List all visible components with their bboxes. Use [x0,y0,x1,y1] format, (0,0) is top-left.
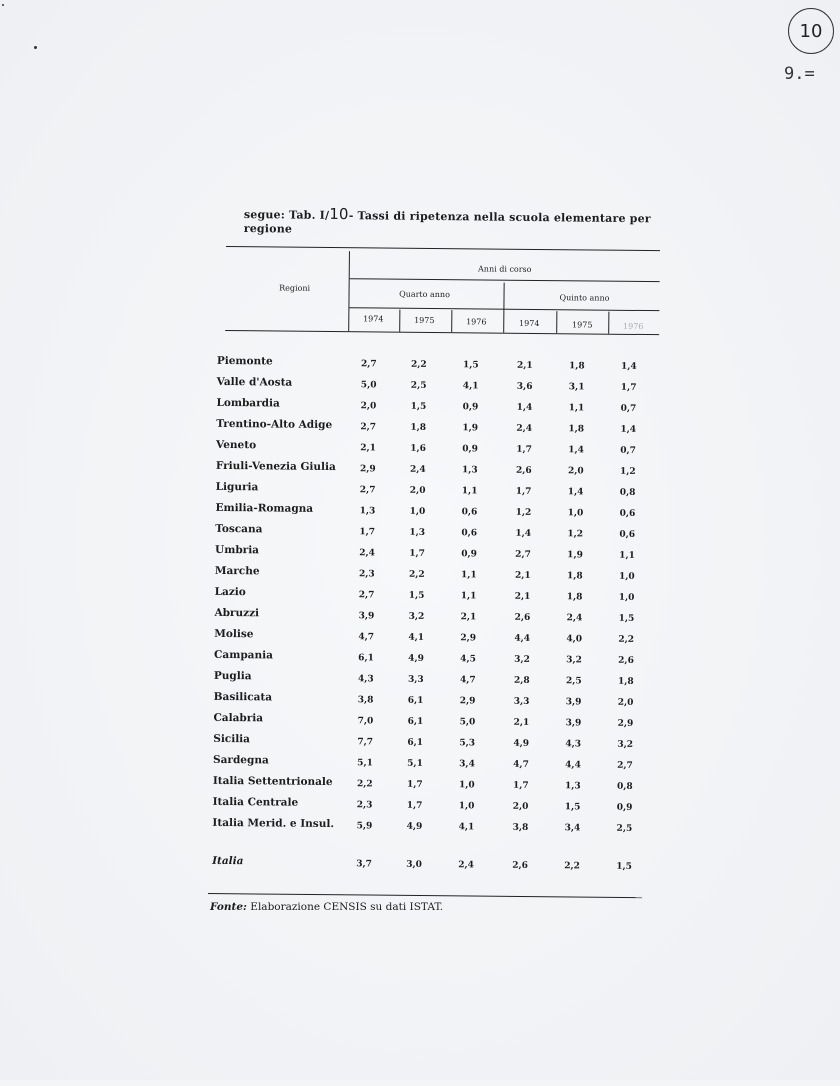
table-cell: 0,8 [619,487,636,498]
row-label: Umbria [215,543,260,557]
table-cell: 1,2 [619,466,636,477]
header-bottom-rule [225,330,659,335]
table-cell: 0,6 [619,508,636,519]
table-cell: 0,7 [620,403,637,414]
table-cell: 2,1 [514,591,531,602]
row-label: Trentino-Alto Adige [216,417,333,432]
table-cell: 4,7 [459,675,476,686]
table-cell: 1,5 [564,802,581,813]
table-cell: 1,0 [618,571,635,582]
table-cell: 1,8 [566,571,583,582]
row-label: Liguria [215,480,259,494]
row-label: Marche [214,564,260,578]
row-label: Italia Merid. e Insul. [212,816,335,831]
row-label: Piemonte [216,354,273,368]
table-cell: 2,0 [409,485,426,496]
table-cell: 1,7 [516,444,532,455]
table-cell: 0,7 [620,445,636,456]
table-cell: 5,0 [459,717,476,728]
table-cell: 2,5 [410,380,427,391]
table-cell: 1,0 [618,592,635,603]
row-label: Basilicata [213,690,273,704]
row-label: Toscana [215,522,263,536]
table-cell: 4,1 [408,632,425,643]
row-label: Abruzzi [214,606,260,620]
table-cell: 1,0 [458,801,475,812]
table-cell: 2,0 [617,697,634,708]
table-cell: 1,8 [566,592,583,603]
table-cell: 3,2 [514,654,530,665]
table-cell: 0,9 [616,802,633,813]
header-regions: Regioni [279,283,311,293]
table-cell: 7,7 [357,737,374,748]
table-cell: 2,6 [618,655,634,666]
year-divider [451,310,452,332]
row-label: Sardegna [213,753,269,767]
row-label: Lombardia [216,396,280,410]
table-cell: 2,2 [564,861,580,872]
title-prefix: segue: Tab. I/ [243,207,330,222]
table-cell: 1,5 [462,360,479,371]
table-cell: 2,2 [356,779,373,790]
table-cell: 2,7 [515,549,531,560]
table-cell: 2,7 [360,422,377,433]
table-cell: 4,0 [566,634,583,645]
table-cell: 2,3 [356,800,373,811]
table-cell: 5,1 [357,758,373,769]
table-cell: 3,1 [568,382,585,393]
table-cell: 2,8 [513,675,530,686]
row-label: Sicilia [213,732,251,746]
table-cell: 1,2 [567,529,584,540]
table-cell: 2,6 [514,612,531,623]
row-label: Calabria [213,711,264,725]
table-cell: 1,7 [620,382,637,393]
row-label: Molise [214,627,254,641]
row-label: Friuli-Venezia Giulia [215,459,336,474]
table-cell: 4,9 [513,738,530,749]
table-cell: 3,3 [407,674,424,685]
table-cell: 2,6 [512,860,528,871]
page-mark: 9.= [784,64,815,84]
table-cell: 1,1 [461,486,478,497]
page-number: 10 [799,20,823,42]
table-top-rule [226,246,660,251]
table-cell: 2,0 [360,401,377,412]
table-cell: 4,5 [460,654,476,665]
table-cell: 5,3 [459,738,476,749]
table-cell: 4,3 [565,739,582,750]
table-cell: 1,9 [462,423,479,434]
table-cell: 1,1 [619,550,635,561]
table-cell: 4,1 [462,381,479,392]
table-cell: 1,3 [359,506,376,517]
table-cell: 2,3 [358,569,375,580]
table-cell: 2,1 [514,570,531,581]
table-cell: 1,7 [406,800,423,811]
table-cell: 2,7 [360,359,377,370]
table-cell: 1,7 [409,548,425,559]
row-label: Puglia [213,669,252,683]
table-cell: 0,6 [619,529,636,540]
table-cell: 2,2 [408,569,425,580]
table-cell: 1,4 [620,361,637,372]
header-group-quinto: Quinto anno [559,293,610,303]
table-cell: 3,0 [406,859,422,870]
table-cell: 1,4 [515,528,532,539]
table-cell: 2,7 [617,760,633,771]
table-cell: 3,9 [565,697,582,708]
row-label: Valle d'Aosta [216,375,293,389]
table-cell: 2,4 [359,548,375,559]
table-cell: 1,2 [515,507,532,518]
header-year: 1976 [466,317,487,327]
table-cell: 2,9 [617,718,634,729]
table-cell: 1,7 [359,527,376,538]
table-cell: 5,1 [407,758,423,769]
table-cell: 2,2 [410,359,427,370]
table-cell: 2,0 [567,466,584,477]
table-cell: 2,6 [515,465,532,476]
table-cell: 3,6 [516,381,533,392]
table-cell: 4,4 [565,760,581,771]
table-cell: 5,0 [360,380,377,391]
source-label: Fonte: [210,901,247,913]
header-year: 1975 [414,315,435,326]
table-cell: 4,7 [513,759,529,770]
year-divider [556,311,557,333]
row-label-italia: Italia [212,854,244,868]
table-cell: 1,5 [408,590,425,601]
table-cell: 2,5 [616,823,633,834]
table-cell: 1,7 [406,779,423,790]
table-cell: 1,4 [568,445,584,456]
table-cell: 1,7 [515,486,532,497]
header-year: 1975 [572,320,593,330]
table-cell: 2,0 [512,801,529,812]
header-year: 1974 [519,318,540,329]
table-cell: 2,4 [458,860,474,871]
table-cell: 0,6 [461,528,478,539]
table-cell: 2,7 [358,590,375,601]
table-cell: 2,1 [516,360,533,371]
table-source [210,901,443,913]
table-cell: 2,9 [359,464,376,475]
table-cell: 1,0 [409,506,426,517]
table-cell: 2,2 [618,634,635,645]
table-cell: 4,1 [458,822,475,833]
table-cell: 1,8 [568,424,585,435]
table-cell: 3,7 [356,859,372,870]
table-cell: 3,2 [408,611,425,622]
table-cell: 1,5 [618,613,635,624]
table-cell: 0,6 [461,507,478,518]
table-cell: 0,9 [461,549,477,560]
table-cell: 2,5 [565,676,582,687]
table-cell: 1,8 [410,422,427,433]
table-cell: 1,5 [410,401,427,412]
table-cell: 2,4 [409,464,426,475]
table-cell: 1,3 [461,465,478,476]
title-number: 10 [329,204,349,224]
row-label: Campania [214,648,273,662]
table-cell: 1,9 [567,550,583,561]
table-cell: 4,9 [406,821,423,832]
table-cell: 1,1 [460,570,477,581]
row-label: Italia Settentrionale [212,774,333,789]
table-cell: 2,9 [459,696,476,707]
table-cell: 4,9 [408,653,424,664]
table-cell: 0,8 [616,781,633,792]
table-cell: 6,1 [358,653,374,664]
year-divider [608,312,609,334]
table-cell: 3,3 [513,696,530,707]
table-cell: 1,4 [516,402,533,413]
source-text: Elaborazione CENSIS su dati ISTAT. [250,901,444,913]
table-cell: 1,8 [568,361,585,372]
year-divider [399,310,400,332]
table-cell: 4,3 [357,674,374,685]
group-divider [503,283,505,333]
table-cell: 2,7 [359,485,376,496]
header-group-quarto: Quarto anno [399,289,450,300]
table-cell: 2,4 [566,613,583,624]
table-cell: 1,0 [458,780,475,791]
row-label: Italia Centrale [212,795,299,809]
table-cell: 1,1 [460,591,477,602]
row-label: Emilia-Romagna [215,501,314,515]
header-years-of-course: Anni di corso [478,264,532,274]
row-label: Lazio [214,585,246,599]
table-cell: 3,9 [358,611,375,622]
table-cell: 1,3 [564,781,581,792]
table-cell: 0,9 [462,402,479,413]
header-year: 1974 [363,314,384,324]
table-cell: 1,8 [617,676,634,687]
table-cell: 5,9 [356,821,373,832]
table-cell: 1,6 [410,443,426,454]
table-cell: 2,1 [360,443,376,454]
table-cell: 3,2 [617,739,634,750]
table-cell: 4,4 [514,633,531,644]
table-cell: 6,1 [407,737,424,748]
table-cell: 2,4 [516,423,533,434]
regions-divider [348,251,350,331]
table-cell: 0,9 [462,444,478,455]
table-cell: 3,9 [565,718,582,729]
table-cell: 7,0 [357,716,374,727]
table-cell: 3,8 [512,822,529,833]
table-cell: 1,0 [567,508,584,519]
header-year: 1976 [623,321,644,332]
table-cell: 2,1 [460,612,477,623]
table-cell: 6,1 [407,716,424,727]
table-cell: 1,7 [512,780,529,791]
table-cell: 4,7 [358,632,375,643]
table-cell: 1,4 [567,487,584,498]
table-cell: 1,1 [568,403,585,414]
table-cell: 3,2 [566,655,582,666]
table-cell: 1,4 [620,424,637,435]
table-cell: 2,9 [460,633,477,644]
table-cell: 6,1 [407,695,424,706]
table-cell: 3,4 [459,759,475,770]
table-cell: 2,1 [513,717,530,728]
title-text: - Tassi di ripetenza nella scuola elementare per regione [243,209,651,236]
table-cell: 1,3 [409,527,426,538]
row-label: Veneto [216,438,257,452]
table-cell: 1,5 [616,861,632,872]
table-cell: 3,8 [357,695,374,706]
table-cell: 3,4 [564,823,581,834]
